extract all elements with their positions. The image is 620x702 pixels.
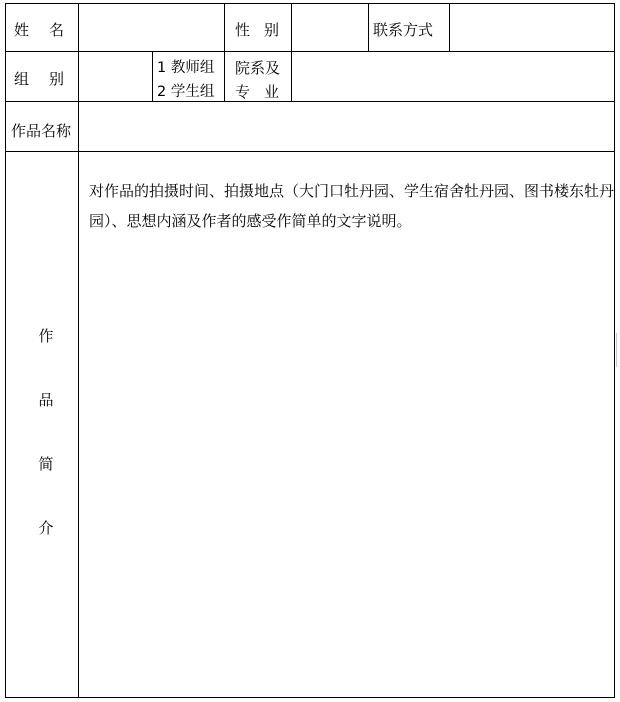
department-label-line1: 院系及 (235, 59, 281, 77)
work-intro-label-char-1: 作 (38, 327, 54, 345)
group-label: 组 别 (14, 70, 65, 88)
work-intro-instructions: 对作品的拍摄时间、拍摄地点（大门口牡丹园、学生宿舍牡丹园、图书楼东牡丹园）、思想内涵及作者的感受作简单的文字说明。 (89, 182, 615, 230)
department-value-field[interactable] (292, 52, 614, 101)
work-intro-label-char-3: 简 (38, 455, 54, 473)
group-option-student: 2 学生组 (157, 84, 215, 100)
work-intro-label-char-2: 品 (38, 391, 54, 409)
work-title-label: 作品名称 (11, 122, 72, 140)
name-value-field[interactable] (79, 5, 224, 51)
group-options-left-divider (152, 51, 153, 101)
gender-value-field[interactable] (292, 5, 368, 51)
department-label-line2: 专 业 (235, 83, 280, 101)
work-intro-label-char-4: 介 (38, 519, 54, 537)
contact-label: 联系方式 (373, 21, 434, 39)
gender-label: 性 别 (235, 21, 280, 39)
page-edge-mark (616, 333, 620, 367)
submission-form-table (5, 3, 615, 698)
work-title-field[interactable] (79, 102, 614, 151)
group-option-teacher: 1 教师组 (157, 60, 215, 76)
name-label: 姓 名 (14, 21, 65, 39)
group-value-field[interactable] (79, 52, 152, 101)
contact-value-field[interactable] (450, 5, 614, 51)
contact-label-left-divider (368, 4, 369, 51)
